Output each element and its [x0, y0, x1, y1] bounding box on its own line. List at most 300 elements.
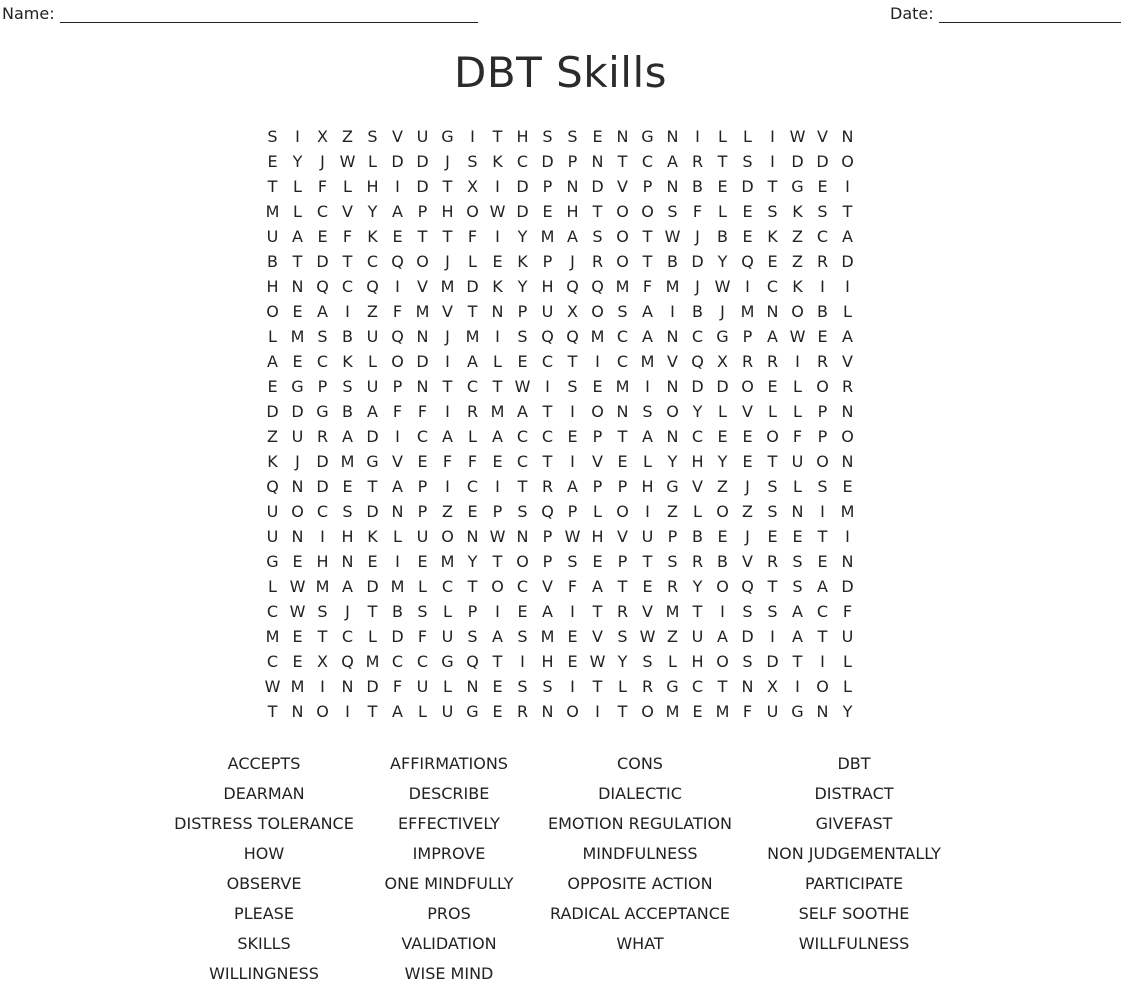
- grid-letter: E: [567, 652, 578, 671]
- grid-letter: O: [716, 502, 729, 521]
- grid-letter: E: [617, 452, 628, 471]
- grid-letter: J: [720, 302, 725, 321]
- grid-letter: L: [293, 177, 302, 196]
- grid-letter: P: [567, 152, 578, 171]
- grid-letter: N: [416, 377, 429, 396]
- word-list-item: HOW: [243, 844, 285, 863]
- grid-letter: M: [615, 377, 630, 396]
- grid-letter: T: [292, 252, 303, 271]
- grid-letter: T: [817, 627, 828, 646]
- grid-letter: E: [742, 227, 753, 246]
- grid-letter: U: [416, 677, 429, 696]
- grid-letter: E: [842, 477, 853, 496]
- grid-letter: I: [645, 377, 650, 396]
- grid-letter: P: [542, 252, 553, 271]
- grid-letter: A: [642, 327, 653, 346]
- grid-letter: W: [664, 227, 681, 246]
- grid-letter: F: [342, 227, 353, 246]
- grid-letter: A: [642, 427, 653, 446]
- grid-letter: M: [665, 702, 680, 721]
- grid-letter: E: [467, 502, 478, 521]
- grid-letter: G: [291, 377, 304, 396]
- grid-letter: C: [766, 277, 779, 296]
- grid-letter: S: [567, 552, 578, 571]
- grid-letter: L: [468, 427, 477, 446]
- grid-letter: H: [366, 177, 379, 196]
- grid-letter: N: [291, 527, 304, 546]
- grid-letter: P: [617, 477, 628, 496]
- grid-letter: L: [743, 127, 752, 146]
- word-list-item: PROS: [427, 904, 471, 923]
- grid-letter: Q: [316, 277, 329, 296]
- grid-letter: L: [493, 352, 502, 371]
- grid-letter: A: [392, 477, 403, 496]
- grid-letter: L: [843, 677, 852, 696]
- grid-letter: B: [392, 602, 403, 621]
- grid-letter: Q: [691, 352, 704, 371]
- grid-letter: U: [366, 327, 379, 346]
- grid-letter: I: [345, 302, 350, 321]
- grid-letter: I: [495, 602, 500, 621]
- grid-letter: F: [442, 452, 453, 471]
- grid-letter: L: [343, 177, 352, 196]
- grid-letter: T: [767, 452, 778, 471]
- grid-letter: F: [692, 202, 703, 221]
- grid-letter: N: [516, 527, 529, 546]
- grid-letter: I: [320, 677, 325, 696]
- grid-letter: N: [766, 302, 779, 321]
- grid-letter: E: [717, 177, 728, 196]
- grid-letter: T: [492, 652, 503, 671]
- grid-letter: P: [667, 527, 678, 546]
- grid-letter: P: [392, 377, 403, 396]
- grid-letter: L: [793, 402, 802, 421]
- grid-letter: H: [266, 277, 279, 296]
- grid-letter: N: [591, 152, 604, 171]
- grid-letter: Z: [367, 302, 378, 321]
- grid-letter: P: [567, 502, 578, 521]
- grid-letter: E: [817, 552, 828, 571]
- grid-letter: Y: [367, 202, 378, 221]
- grid-row: [260, 649, 860, 674]
- grid-letter: R: [641, 677, 654, 696]
- grid-letter: O: [291, 502, 304, 521]
- grid-letter: S: [617, 302, 628, 321]
- grid-row: [260, 174, 860, 199]
- grid-letter: O: [766, 427, 779, 446]
- grid-letter: Q: [741, 252, 754, 271]
- grid-letter: T: [842, 202, 853, 221]
- grid-letter: U: [266, 502, 279, 521]
- grid-letter: M: [465, 327, 480, 346]
- grid-letter: O: [416, 252, 429, 271]
- grid-row: [260, 624, 860, 649]
- grid-letter: D: [366, 677, 379, 696]
- word-list: [0, 751, 1121, 991]
- grid-letter: S: [317, 602, 328, 621]
- grid-letter: I: [395, 427, 400, 446]
- grid-letter: O: [616, 502, 629, 521]
- grid-letter: T: [267, 177, 278, 196]
- grid-letter: V: [417, 277, 428, 296]
- grid-letter: M: [665, 277, 680, 296]
- grid-letter: E: [717, 427, 728, 446]
- word-list-item: SELF SOOTHE: [798, 904, 910, 923]
- word-list-item: DISTRACT: [814, 784, 894, 803]
- grid-letter: N: [341, 552, 354, 571]
- grid-letter: M: [440, 552, 455, 571]
- grid-letter: D: [691, 252, 704, 271]
- grid-letter: E: [342, 477, 353, 496]
- grid-letter: W: [589, 652, 606, 671]
- grid-letter: E: [767, 377, 778, 396]
- grid-letter: T: [442, 177, 453, 196]
- grid-letter: T: [567, 352, 578, 371]
- grid-letter: O: [566, 702, 579, 721]
- grid-letter: D: [741, 627, 754, 646]
- grid-letter: I: [545, 377, 550, 396]
- grid-letter: V: [442, 302, 453, 321]
- grid-letter: P: [317, 377, 328, 396]
- grid-letter: Z: [267, 427, 278, 446]
- grid-letter: Y: [517, 277, 528, 296]
- grid-letter: T: [342, 252, 353, 271]
- grid-letter: S: [567, 127, 578, 146]
- grid-letter: L: [718, 202, 727, 221]
- grid-letter: I: [845, 177, 850, 196]
- grid-letter: D: [366, 577, 379, 596]
- grid-letter: F: [392, 677, 403, 696]
- grid-letter: D: [766, 652, 779, 671]
- grid-letter: S: [742, 652, 753, 671]
- grid-letter: O: [441, 527, 454, 546]
- grid-letter: M: [665, 602, 680, 621]
- name-blank-line: [60, 7, 478, 23]
- grid-letter: B: [717, 227, 728, 246]
- grid-letter: C: [516, 427, 529, 446]
- grid-letter: A: [842, 227, 853, 246]
- grid-letter: C: [416, 652, 429, 671]
- grid-letter: F: [417, 402, 428, 421]
- grid-letter: O: [316, 702, 329, 721]
- grid-letter: Q: [266, 477, 279, 496]
- grid-letter: S: [517, 502, 528, 521]
- grid-letter: V: [742, 552, 753, 571]
- grid-letter: C: [541, 352, 554, 371]
- grid-letter: G: [791, 177, 804, 196]
- grid-letter: V: [617, 177, 628, 196]
- grid-letter: E: [767, 527, 778, 546]
- grid-letter: Q: [391, 327, 404, 346]
- grid-letter: Q: [741, 577, 754, 596]
- word-list-row: [0, 751, 1121, 781]
- grid-letter: M: [415, 302, 430, 321]
- grid-letter: S: [742, 152, 753, 171]
- grid-row: [260, 574, 860, 599]
- date-label: Date:: [890, 4, 934, 23]
- grid-letter: S: [742, 602, 753, 621]
- grid-letter: C: [541, 427, 554, 446]
- grid-letter: T: [642, 227, 653, 246]
- grid-row: [260, 224, 860, 249]
- grid-letter: Z: [442, 502, 453, 521]
- grid-letter: R: [816, 352, 829, 371]
- grid-letter: O: [616, 252, 629, 271]
- grid-letter: R: [616, 602, 629, 621]
- grid-letter: J: [345, 602, 350, 621]
- grid-letter: O: [791, 302, 804, 321]
- grid-letter: O: [266, 302, 279, 321]
- grid-letter: D: [516, 177, 529, 196]
- grid-letter: C: [266, 602, 279, 621]
- grid-letter: F: [567, 577, 578, 596]
- grid-letter: E: [292, 352, 303, 371]
- grid-letter: D: [516, 202, 529, 221]
- grid-letter: Y: [467, 552, 478, 571]
- grid-letter: R: [666, 577, 679, 596]
- grid-letter: L: [618, 677, 627, 696]
- word-list-item: DISTRESS TOLERANCE: [174, 814, 354, 833]
- grid-letter: S: [517, 327, 528, 346]
- grid-letter: S: [467, 152, 478, 171]
- grid-letter: I: [695, 127, 700, 146]
- grid-letter: W: [264, 677, 281, 696]
- grid-letter: C: [466, 477, 479, 496]
- grid-letter: Q: [566, 277, 579, 296]
- grid-letter: S: [792, 552, 803, 571]
- grid-letter: F: [467, 452, 478, 471]
- grid-letter: H: [516, 127, 529, 146]
- grid-letter: E: [492, 677, 503, 696]
- grid-letter: T: [592, 202, 603, 221]
- word-list-item: EMOTION REGULATION: [547, 814, 733, 833]
- grid-letter: G: [641, 127, 654, 146]
- word-list-item: WHAT: [616, 934, 664, 953]
- grid-letter: A: [467, 352, 478, 371]
- grid-letter: W: [639, 627, 656, 646]
- grid-letter: N: [841, 452, 854, 471]
- grid-letter: R: [766, 352, 779, 371]
- grid-letter: T: [617, 702, 628, 721]
- name-field: [2, 4, 478, 23]
- word-list-item: DESCRIBE: [408, 784, 490, 803]
- grid-letter: J: [445, 327, 450, 346]
- grid-letter: E: [267, 377, 278, 396]
- grid-letter: C: [466, 377, 479, 396]
- grid-letter: T: [642, 552, 653, 571]
- grid-letter: Q: [541, 327, 554, 346]
- grid-letter: G: [441, 127, 454, 146]
- grid-letter: X: [317, 652, 328, 671]
- grid-letter: U: [441, 627, 454, 646]
- grid-row: [260, 449, 860, 474]
- grid-letter: D: [416, 177, 429, 196]
- grid-letter: A: [342, 577, 353, 596]
- grid-letter: I: [795, 352, 800, 371]
- grid-letter: C: [266, 652, 279, 671]
- grid-letter: S: [467, 627, 478, 646]
- grid-letter: V: [642, 602, 653, 621]
- grid-letter: D: [741, 177, 754, 196]
- grid-letter: G: [441, 652, 454, 671]
- grid-letter: E: [292, 552, 303, 571]
- grid-letter: K: [267, 452, 278, 471]
- grid-letter: U: [266, 527, 279, 546]
- grid-letter: C: [516, 452, 529, 471]
- grid-letter: N: [291, 477, 304, 496]
- grid-letter: M: [540, 627, 555, 646]
- word-list-item: SKILLS: [237, 934, 291, 953]
- grid-letter: N: [466, 677, 479, 696]
- word-list-item: MINDFULNESS: [582, 844, 698, 863]
- grid-letter: I: [395, 277, 400, 296]
- grid-letter: H: [541, 652, 554, 671]
- grid-letter: S: [342, 502, 353, 521]
- grid-letter: E: [742, 427, 753, 446]
- grid-letter: N: [291, 277, 304, 296]
- grid-letter: E: [642, 577, 653, 596]
- grid-letter: M: [490, 402, 505, 421]
- grid-letter: S: [267, 127, 278, 146]
- grid-letter: L: [718, 127, 727, 146]
- grid-letter: K: [492, 152, 503, 171]
- grid-letter: R: [541, 477, 554, 496]
- grid-letter: G: [366, 452, 379, 471]
- grid-letter: I: [745, 277, 750, 296]
- grid-letter: I: [845, 277, 850, 296]
- grid-letter: I: [720, 602, 725, 621]
- grid-letter: Z: [667, 627, 678, 646]
- grid-letter: Z: [342, 127, 353, 146]
- grid-letter: S: [517, 677, 528, 696]
- grid-letter: D: [416, 352, 429, 371]
- grid-letter: P: [542, 527, 553, 546]
- grid-letter: S: [542, 127, 553, 146]
- grid-letter: J: [445, 252, 450, 271]
- grid-letter: N: [466, 527, 479, 546]
- grid-letter: I: [820, 502, 825, 521]
- grid-letter: O: [616, 202, 629, 221]
- grid-letter: A: [567, 477, 578, 496]
- word-list-item: OBSERVE: [226, 874, 302, 893]
- grid-letter: A: [817, 577, 828, 596]
- grid-letter: C: [316, 352, 329, 371]
- grid-letter: M: [290, 327, 305, 346]
- grid-letter: I: [495, 227, 500, 246]
- grid-letter: Y: [517, 227, 528, 246]
- grid-letter: N: [841, 552, 854, 571]
- grid-letter: T: [717, 152, 728, 171]
- grid-letter: E: [517, 352, 528, 371]
- grid-letter: I: [820, 277, 825, 296]
- grid-letter: D: [391, 152, 404, 171]
- grid-letter: H: [691, 652, 704, 671]
- grid-letter: M: [615, 277, 630, 296]
- grid-letter: U: [441, 702, 454, 721]
- grid-letter: Z: [792, 252, 803, 271]
- grid-letter: D: [591, 177, 604, 196]
- grid-letter: U: [791, 452, 804, 471]
- grid-letter: W: [789, 127, 806, 146]
- grid-letter: I: [770, 627, 775, 646]
- grid-letter: L: [268, 577, 277, 596]
- grid-letter: E: [517, 602, 528, 621]
- word-list-item: RADICAL ACCEPTANCE: [549, 904, 731, 923]
- grid-letter: L: [368, 627, 377, 646]
- grid-letter: O: [841, 427, 854, 446]
- grid-letter: O: [716, 652, 729, 671]
- grid-letter: F: [392, 302, 403, 321]
- grid-letter: S: [767, 602, 778, 621]
- grid-letter: Q: [391, 252, 404, 271]
- grid-letter: V: [842, 352, 853, 371]
- word-list-item: CONS: [617, 754, 663, 773]
- grid-letter: W: [714, 277, 731, 296]
- grid-letter: T: [617, 152, 628, 171]
- grid-letter: I: [670, 302, 675, 321]
- grid-row: [260, 249, 860, 274]
- grid-letter: N: [416, 327, 429, 346]
- grid-letter: P: [617, 552, 628, 571]
- grid-letter: X: [767, 677, 778, 696]
- grid-letter: S: [817, 477, 828, 496]
- grid-letter: A: [342, 427, 353, 446]
- grid-letter: H: [691, 452, 704, 471]
- grid-letter: I: [820, 652, 825, 671]
- grid-letter: O: [816, 377, 829, 396]
- grid-letter: Y: [667, 452, 678, 471]
- grid-letter: I: [395, 552, 400, 571]
- grid-letter: J: [695, 227, 700, 246]
- grid-letter: B: [667, 252, 678, 271]
- grid-letter: E: [592, 552, 603, 571]
- grid-letter: E: [742, 452, 753, 471]
- grid-letter: I: [645, 502, 650, 521]
- word-list-item: AFFIRMATIONS: [390, 754, 508, 773]
- grid-letter: R: [766, 552, 779, 571]
- grid-letter: L: [418, 702, 427, 721]
- grid-letter: B: [342, 327, 353, 346]
- grid-letter: D: [691, 377, 704, 396]
- grid-letter: T: [542, 452, 553, 471]
- grid-letter: I: [395, 177, 400, 196]
- grid-letter: N: [616, 127, 629, 146]
- grid-letter: M: [740, 302, 755, 321]
- grid-letter: E: [367, 552, 378, 571]
- grid-letter: D: [716, 377, 729, 396]
- grid-letter: L: [718, 402, 727, 421]
- grid-letter: L: [668, 652, 677, 671]
- grid-letter: K: [792, 277, 803, 296]
- grid-letter: Q: [466, 652, 479, 671]
- grid-letter: N: [841, 127, 854, 146]
- grid-letter: O: [591, 302, 604, 321]
- grid-letter: T: [617, 577, 628, 596]
- grid-letter: X: [317, 127, 328, 146]
- grid-letter: O: [591, 402, 604, 421]
- grid-row: [260, 499, 860, 524]
- grid-letter: T: [692, 602, 703, 621]
- word-list-item: VALIDATION: [401, 934, 497, 953]
- grid-letter: O: [391, 352, 404, 371]
- grid-row: [260, 124, 860, 149]
- date-field: [890, 4, 1121, 23]
- word-list-row: [0, 781, 1121, 811]
- grid-row: [260, 349, 860, 374]
- grid-letter: Z: [667, 502, 678, 521]
- grid-letter: H: [316, 552, 329, 571]
- grid-letter: O: [816, 452, 829, 471]
